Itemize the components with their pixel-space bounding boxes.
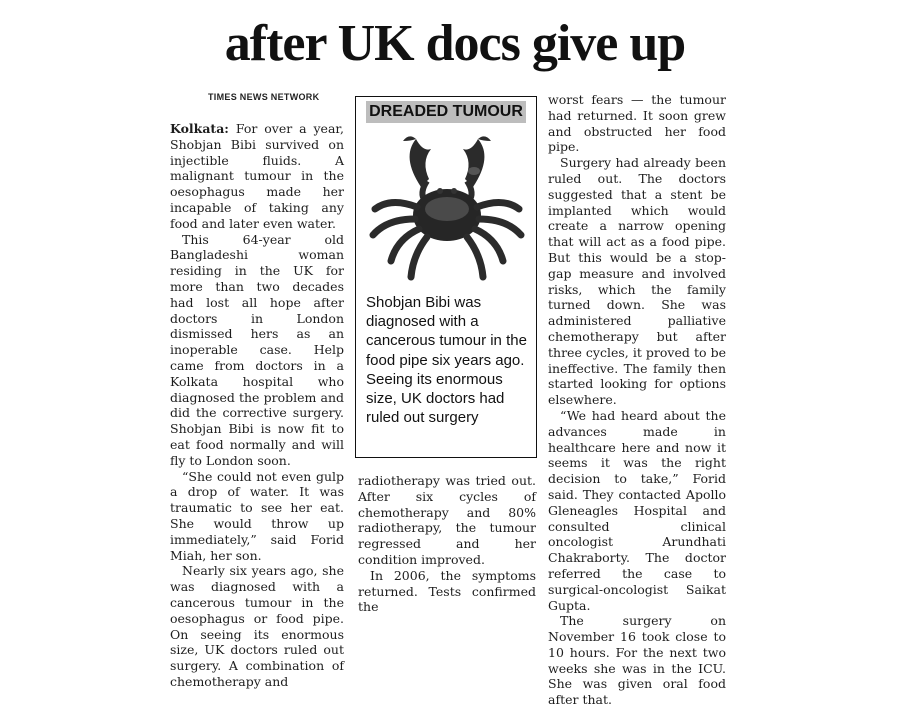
paragraph-1-text: For over a year, Shobjan Bibi survived on injectible fluids. A malignant tumour in the oesophagus made her incapable of taking any food and later even water. [170,121,344,231]
paragraph-3: “She could not even gulp a drop of water. It was traumatic to see her eat. She would throw up immediately,” said Forid Miah, her son. [170,468,344,563]
headline: after UK docs give up [224,15,686,72]
sidebar-caption: Shobjan Bibi was diagnosed with a cancerous tumour in the food pipe six years ago. Seeing its enormous size, UK doctors had ruled out surgery [366,294,527,427]
col2-paragraph-1: radiotherapy was tried out. After six cycles of chemotherapy and 80% radiotherapy, the tumour regressed and her condition improved. [358,473,536,567]
article-column-2 [358,473,536,615]
col3-paragraph-4: The surgery on November 16 took close to 10 hours. For the next two weeks she was in the ICU. She was given oral food after that. [548,613,726,708]
sidebar-title-highlight [366,101,526,123]
col2-paragraph-2: In 2006, the symptoms returned. Tests confirmed the [358,567,536,615]
crab-icon [361,127,533,287]
sidebar-title [356,101,536,123]
sidebar-title-part2: TUMOUR [452,103,523,120]
dateline: Kolkata: [170,121,229,136]
article-column-3 [548,92,726,708]
paragraph-1 [170,121,344,232]
paragraph-4: Nearly six years ago, she was diagnosed with a cancerous tumour in the oesophagus or food pipe. On seeing its enormous size, UK doctors ruled out surgery. A combination of chemotherapy and [170,563,344,689]
col3-paragraph-1: worst fears — the tumour had returned. It soon grew and obstructed her food pipe. [548,92,726,155]
sidebar-box [355,96,537,458]
sidebar-title-part1: DREADED [369,103,453,120]
paragraph-2: This 64-year old Bangladeshi woman residing in the UK for more than two decades had lost all hope after doctors in London dismissed hers as an inoperable case. Help came from doctors in a Kolkata hospital who diagnosed the problem and did the corrective surgery. Shobjan Bibi is now fit to eat food normally and will fly to London soon. [170,231,344,468]
byline: TIMES NEWS NETWORK [208,92,320,102]
col3-paragraph-2: Surgery had already been ruled out. The doctors suggested that a stent be implanted which would create a narrow opening that will act as a food pipe. But this would be a stop-gap measure and involved risks, which the family turned down. She was administered palliative chemotherapy but after three cycles, it proved to be ineffective. The family then started looking for options elsewhere. [548,155,726,408]
article-column-1 [170,121,344,690]
col3-paragraph-3: “We had heard about the advances made in healthcare here and now it seems it was the right decision to take,” Forid said. They contacted Apollo Gleneagles Hospital and consulted clinical oncologist Arundhati Chakraborty. The doctor referred the case to surgical-oncologist Saikat Gupta. [548,407,726,613]
